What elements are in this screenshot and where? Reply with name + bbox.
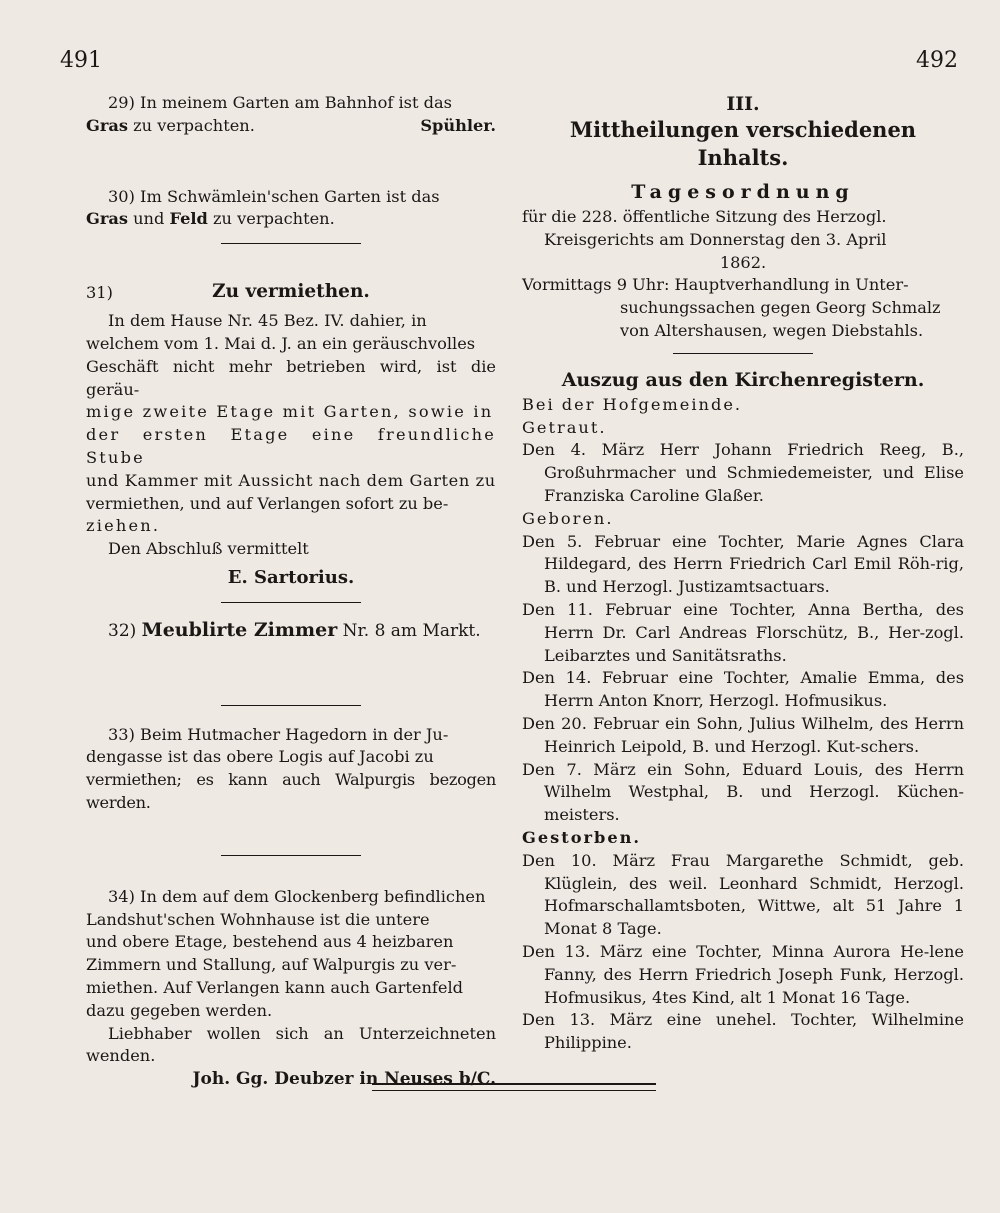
ad-34-signature: Joh. Gg. Deubzer in Neuses b/C. [192,1069,496,1090]
ad-32-line [86,619,496,643]
agenda-title: Tagesordnung [631,181,855,203]
ad-34-line: Liebhaber wollen sich an Unterzeichneten wenden. [86,1023,496,1066]
ad-31-text-line: und Kammer mit Aussicht nach dem Garten zu [86,470,496,490]
ad-32 [86,619,496,706]
ad-29-word-gras: Gras [86,115,128,135]
agenda-item-line: von Altershausen, wegen Diebstahls. [620,320,924,340]
ad-29-signature: Spühler. [420,115,496,135]
ad-31-text-line: In dem Hause Nr. 45 Bez. IV. dahier, in [108,311,427,331]
ad-31-text-line: Geschäft nicht mehr betrieben wird, ist die geräu- [86,356,496,399]
registry-entry: Den 14. Februar eine Tochter, Amalie Emma, des Herrn Anton Knorr, Herzogl. Hofmusikus. [522,668,964,711]
section-title: Mittheilungen verschiedenen Inhalts. [569,117,917,170]
registry-title: Auszug aus den Kirchenregistern. [561,368,925,391]
ad-30-text: zu verpachten. [213,209,335,229]
ad-31-signature: E. Sartorius. [227,566,355,588]
ad-30-word-feld: Feld [169,209,208,229]
ad-30-line-1: 30) Im Schwämlein'schen Garten ist das [108,186,440,206]
ad-31-number: 31) [86,283,113,303]
registry-entry: Den 13. März eine unehel. Tochter, Wilhelmine Philippine. [522,1010,964,1053]
end-rule [372,1083,656,1085]
ad-31-text-line: ziehen. [86,516,161,536]
born-heading: Geboren. [522,508,614,528]
ad-31-text-line: vermiethen, und auf Verlangen sofort zu be- [86,493,449,513]
married-heading: Getraut. [522,417,607,437]
end-rule-thin [372,1090,656,1091]
ad-34-line: und obere Etage, bestehend aus 4 heizbaren [86,932,454,952]
agenda-item-line: Vormittags 9 Uhr: Hauptverhandlung in Unter- [522,275,909,295]
ad-29 [86,92,496,138]
agenda-intro-line: 1862. [719,252,767,272]
right-column [522,92,964,1055]
ad-29-line-1: 29) In meinem Garten am Bahnhof ist das [108,93,452,112]
page-number-right: 492 [916,48,958,73]
separator [673,353,813,354]
ad-31-text-line: welchem vom 1. Mai d. J. an ein geräuschvolles [86,333,476,353]
ad-31-text-line: mige zweite Etage mit Garten, sowie in [86,402,494,422]
ad-31-closing: Den Abschluß vermittelt [108,539,309,559]
registry-entry: Den 4. März Herr Johann Friedrich Reeg, B., Großuhrmacher und Schmiedemeister, und Elise Franziska Caroline Glaßer. [522,440,964,505]
registry-entry: Den 10. März Frau Margarethe Schmidt, geb. Klüglein, des weil. Leonhard Schmidt, Herzogl. Hofmarschallamtsboten, Wittwe, alt 51 Jahre 1 Monat 8 Tage. [522,850,964,939]
registry-entry: Den 7. März ein Sohn, Eduard Louis, des Herrn Wilhelm Westphal, B. und Herzogl. Küchen-meisters. [522,759,964,825]
ad-31 [86,280,496,603]
ad-31-header [86,280,496,310]
agenda-intro-line: für die 228. öffentliche Sitzung des Herzogl. [522,207,887,226]
agenda-intro-line: Kreisgerichts am Donnerstag den 3. April [544,229,887,249]
ad-31-title: Zu vermiethen. [212,281,370,303]
ad-33 [86,724,496,856]
left-column [86,92,496,1091]
ad-30-line-2 [86,208,496,231]
ad-29-line-2 [86,115,496,138]
ad-30-word-gras: Gras [86,209,128,229]
ad-30 [86,186,496,245]
ad-32-number: 32) [108,620,137,641]
registry-entry: Den 13. März eine Tochter, Minna Aurora He-lene Fanny, des Herrn Friedrich Joseph Funk, Herzogl. Hofmusikus, 4tes Kind, alt 1 Monat 16 Tage. [522,941,964,1007]
ad-31-text-line: der ersten Etage eine freundliche Stube [86,425,496,467]
ad-29-text: zu verpachten. [133,115,255,135]
parish-heading: Bei der Hofgemeinde. [522,394,743,414]
ad-33-line: vermiethen; es kann auch Walpurgis bezogen werden. [86,770,496,812]
page-number-left: 491 [60,48,102,73]
section-number: III. [726,93,760,115]
ad-30-word-und: und [133,209,165,229]
agenda-item-line: suchungssachen gegen Georg Schmalz [620,298,941,318]
ad-34-line: Landshut'schen Wohnhause ist die untere [86,909,430,929]
registry-entry: Den 11. Februar eine Tochter, Anna Bertha, des Herrn Dr. Carl Andreas Florschütz, B., Her-zogl. Leibarztes und Sanitätsraths. [522,599,964,665]
ad-32-text: Nr. 8 am Markt. [342,620,481,641]
ad-34-line: dazu gegeben werden. [86,1000,273,1020]
ad-34-line: miethen. Auf Verlangen kann auch Gartenfeld [86,977,463,997]
ad-34 [86,886,496,1091]
registry-entry: Den 5. Februar eine Tochter, Marie Agnes Clara Hildegard, des Herrn Friedrich Carl Emil Röh-rig, B. und Herzogl. Justizamtsactuars. [522,531,964,597]
ad-34-line: 34) In dem auf dem Glockenberg befindlichen [108,886,486,906]
ad-34-line: Zimmern und Stallung, auf Walpurgis zu ver- [86,955,457,975]
ad-33-line: dengasse ist das obere Logis auf Jacobi zu [86,747,434,767]
registry-entry: Den 20. Februar ein Sohn, Julius Wilhelm, des Herrn Heinrich Leipold, B. und Herzogl. Kut-schers. [522,713,964,756]
ad-32-title: Meublirte Zimmer [141,618,338,641]
ad-33-line: 33) Beim Hutmacher Hagedorn in der Ju- [108,724,449,744]
died-heading: Gestorben. [522,827,642,847]
